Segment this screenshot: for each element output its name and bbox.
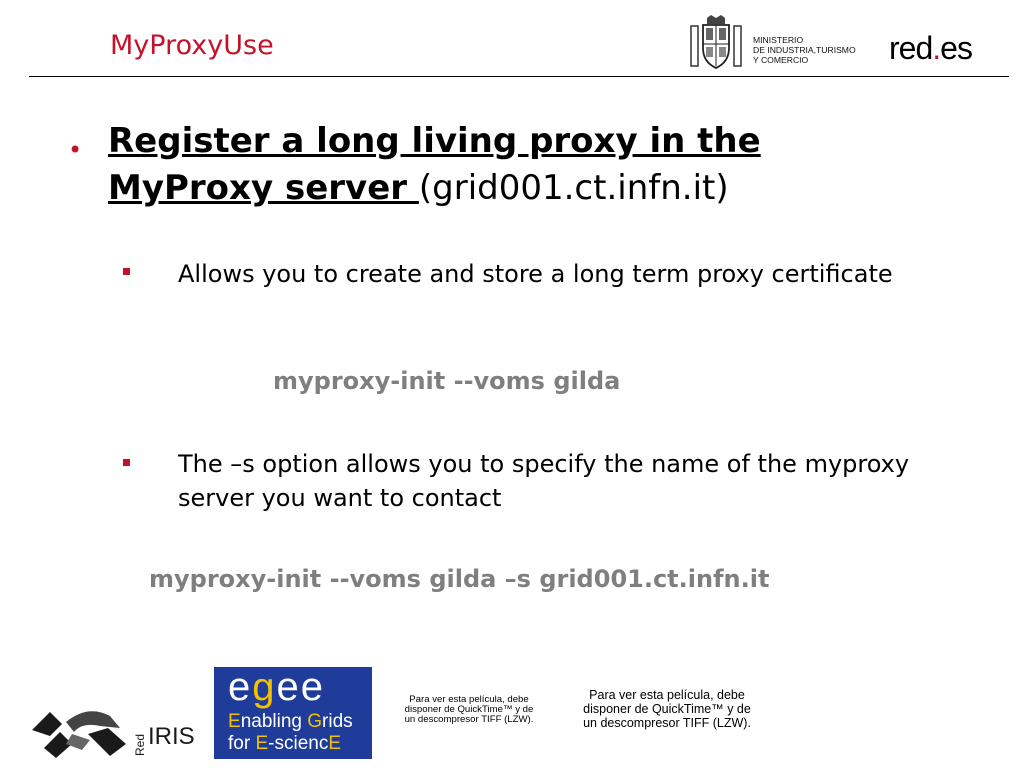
sub-bullet-text: The –s option allows you to specify the name of the myproxy server you want to contact bbox=[178, 450, 910, 512]
red-es-es: es bbox=[940, 30, 972, 66]
command-text: myproxy-init --voms gilda –s grid001.ct.infn.it bbox=[149, 565, 770, 593]
egee-wordmark: egee bbox=[228, 665, 325, 709]
square-bullet-icon bbox=[123, 459, 130, 466]
rediris-iris-text: IRIS bbox=[148, 723, 195, 750]
red-es-logo bbox=[889, 30, 972, 67]
red-es-dot: . bbox=[932, 30, 941, 66]
egee-tagline bbox=[228, 711, 353, 755]
main-bullet-strong: Register a long living proxy in the MyProxy server bbox=[108, 121, 761, 208]
square-bullet-icon bbox=[123, 268, 130, 275]
sub-bullet-text: Allows you to create and store a long term proxy certificate bbox=[178, 260, 893, 288]
ministry-line: DE INDUSTRIA,TURISMO bbox=[753, 45, 856, 55]
egee-tagline-line: Enabling Grids bbox=[228, 711, 353, 732]
rediris-logo bbox=[30, 704, 195, 760]
egee-logo bbox=[214, 667, 372, 759]
red-es-red: red bbox=[889, 30, 933, 66]
ministry-line: Y COMERCIO bbox=[753, 55, 809, 65]
command-text: myproxy-init --voms gilda bbox=[273, 367, 621, 395]
main-bullet-text bbox=[108, 118, 928, 212]
egee-tagline-line: for E-sciencE bbox=[228, 733, 342, 754]
quicktime-placeholder-note: Para ver esta película, debe disponer de QuickTime™ y de un descompresor TIFF (LZW). bbox=[583, 688, 751, 730]
coat-of-arms-icon bbox=[688, 14, 744, 70]
quicktime-placeholder-note: Para ver esta película, debe disponer de QuickTime™ y de un descompresor TIFF (LZW). bbox=[404, 694, 534, 725]
slide-title: MyProxyUse bbox=[110, 30, 274, 61]
bullet-dot-icon: • bbox=[68, 136, 83, 164]
rediris-red-text: Red bbox=[133, 733, 147, 756]
main-bullet-host: (grid001.ct.infn.it) bbox=[418, 168, 729, 208]
ministry-logo-text bbox=[753, 35, 856, 65]
header-divider bbox=[29, 76, 1009, 77]
ministry-line: MINISTERIO bbox=[753, 35, 804, 45]
